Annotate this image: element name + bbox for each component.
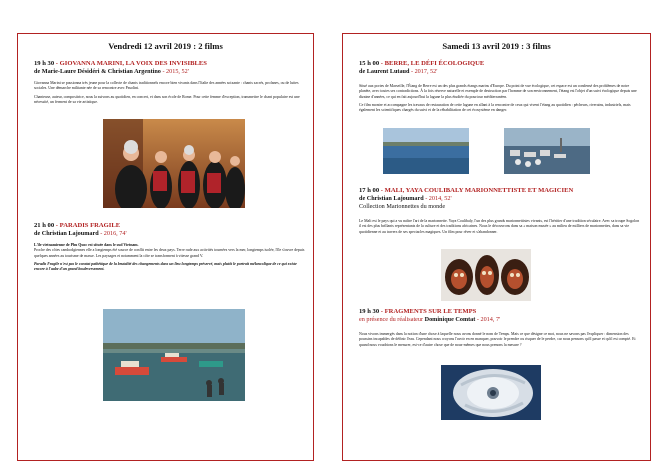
event-description: Nous vivons immergés dans la notion d'une chose à laquelle nous avons donné le nom de Temps. Mais ce que désigne ce mot, nous ne savons pas l'expliquer : dimension des poussins incapables de définir l'eau. Cependant nous croyons l'avoir en en manquer, pouvoir le prendre ou risquer de le perdre, car nous pensons qu'il passe et qu'il est compté. Et quand nous voudrions le mesurer, est-ce d'autre chose que de nous-mêmes que nous prenons la mesure ?	[359, 332, 636, 347]
event-byline: de Laurent Lutaud	[359, 68, 410, 75]
event-byline: de Christian Lajoumard	[34, 230, 99, 237]
event-title: MALI, YAYA COULIBALY MARIONNETTISTE ET MAGICIEN	[384, 187, 574, 194]
event-title: PARADIS FRAGILE	[59, 222, 121, 229]
friday-program-page	[17, 33, 314, 461]
event-byline: de Marie-Laure Désidéri & Christian Argentino	[34, 68, 161, 75]
hurricane-photo	[441, 365, 541, 420]
saturday-program-page	[342, 33, 651, 461]
choir-photo	[103, 119, 245, 208]
event-title: BERRE, LE DÉFI ÉCOLOGIQUE	[384, 60, 485, 67]
event-title: FRAGMENTS SUR LE TEMPS	[384, 308, 477, 315]
event-collection: Collection Marionnettes du monde	[359, 203, 446, 210]
event-time: 17 h 00	[359, 187, 380, 194]
harbor-photo	[103, 309, 245, 401]
saturday-day-heading: Samedi 13 avril 2019 : 3 films	[442, 41, 551, 51]
friday-day-heading: Vendredi 12 avril 2019 : 2 films	[108, 41, 223, 51]
event-meta: - 2014, 52'	[423, 195, 452, 202]
event-giovanna-marini: 19 h 30 - GIOVANNA MARINI, LA VOIX DES INVISIBLES de Marie-Laure Désidéri & Christian Argentino - 2015, 52' Giovanna Marini se passionna très jeune pour la collecte de chants traditionnels encore bien vivants dans l'Italie des années soixante : chants sacrés, profanes, ou de luttes sociales. Une démarche militante née de sa rencontre avec Pasolini. Chanteuse, auteur, compositrice, nous la suivons au quotidien, en concert, et dans son école de Rome. Pour cette femme d'exception, transmettre le chant populaire est une nécessité, un ferment de sa vie artistique.	[18, 60, 313, 105]
event-title: GIOVANNA MARINI, LA VOIX DES INVISIBLES	[59, 60, 207, 67]
event-byline: de Christian Lajoumard	[359, 195, 424, 202]
event-time: 15 h 00	[359, 60, 380, 67]
event-director: Dominique Comtat	[424, 316, 476, 323]
event-time: 19 h 30	[359, 308, 380, 315]
puppets-photo	[441, 249, 531, 301]
event-time: 19 h 30	[34, 60, 55, 67]
event-berre: 15 h 00 - BERRE, LE DÉFI ÉCOLOGIQUE de Laurent Lutaud - 2017, 52' Situé aux portes de Marseille, l'Étang de Berre est un des plus grands étangs marins d'Europe. Du point de vue écologique, cet espace est un condensé des problèmes de notre planète, avec toutes ses contradictions. À la fois réserve naturelle et exemple de destruction par l'homme de son environnement, l'étang est l'objet d'un suivi écologique depuis une dizaine d'années, ce qui en fait aujourd'hui la lagune la plus étudiée du pourtour méditerranéen. Ce film montre et accompagne les travaux de restauration de cette lagune en allant à la rencontre de ceux qui vivent l'étang au quotidien : pêcheurs, riverains, industriels, mais également les scientifiques chargés du suivi et de la réhabilitation de cet écosystème en danger.	[343, 60, 650, 113]
event-description: Le Mali est le pays qui a vu naître l'art de la marionnette. Yaya Coulibaly, l'un des plus grands marionnettistes vivants, est l'héritier d'une tradition séculaire. Avec sa troupe Sogolon il est des plus brillants représentants de la culture et des traditions africaines. Nous le découvrons dans sa « maison musée » au milieu de milliers de marionnettes, dans sa vie quotidienne et au travers de ses spectacles magiques. Un film pour rêver et s'abandonner.	[359, 219, 640, 234]
event-description: Giovanna Marini se passionna très jeune pour la collecte de chants traditionnels encore bien vivants dans l'Italie des années soixante : chants sacrés, profanes, ou de luttes sociales. Une démarche militante née de sa rencontre avec Pasolini. Chanteuse, auteur, compositrice, nous la suivons au quotidien, en concert, et dans son école de Rome. Pour cette femme d'exception, transmettre le chant populaire est une nécessité, un ferment de sa vie artistique.	[34, 81, 300, 104]
event-presence: en présence du réalisateur	[359, 316, 425, 323]
event-meta: - 2015, 52'	[160, 68, 189, 75]
event-meta: - 2014, 7'	[475, 316, 501, 323]
event-description: L'île vietnamienne de Phu Quoc est située dans le sud Vietnam. Proche des côtes cambodgiennes elle a longtemps été source de conflit entre les deux pays. Terre rude aux activités tournées vers la mer, longtemps isolée, l'île s'ouvre depuis quelques années au tourisme de masse. Les paysages et notamment la côte se transforment à vitesse grand V. Paradis Fragile n'est pas le constat pathétique de la brutalité des changements dans un lieu longtemps préservé, mais plutôt le portrait mélancolique de ce qui existe encore à l'aube d'un grand bouleversement.	[34, 243, 305, 272]
event-time: 21 h 00	[34, 222, 55, 229]
event-fragments-sur-le-temps: 19 h 30 - FRAGMENTS SUR LE TEMPS en présence du réalisateur Dominique Comtat - 2014, 7' Nous vivons immergés dans la notion d'une chose à laquelle nous avons donné le nom de Temps. Mais ce que désigne ce mot, nous ne savons pas l'expliquer : dimension des poussins incapables de définir l'eau. Cependant nous croyons l'avoir en en manquer, pouvoir le prendre ou risquer de le perdre, car nous pensons qu'il passe et qu'il est compté. Et quand nous voudrions le mesurer, est-ce d'autre chose que de nous-mêmes que nous prenons la mesure ?	[343, 308, 652, 351]
event-paradis-fragile: 21 h 00 - PARADIS FRAGILE de Christian Lajoumard - 2016, 74' L'île vietnamienne de Phu Quoc est située dans le sud Vietnam. Proche des côtes cambodgiennes elle a longtemps été source de conflit entre les deux pays. Terre rude aux activités tournées vers la mer, longtemps isolée, l'île s'ouvre depuis quelques années au tourisme de masse. Les paysages et notamment la côte se transforment à vitesse grand V. Paradis Fragile n'est pas le constat pathétique de la brutalité des changements dans un lieu longtemps préservé, mais plutôt le portrait mélancolique de ce qui existe encore à l'aube d'un grand bouleversement.	[34, 222, 305, 272]
event-meta: - 2017, 52'	[409, 68, 438, 75]
industrial-site-photo	[504, 128, 590, 174]
lagoon-photo	[383, 128, 469, 174]
event-mali-yaya-coulibaly: 17 h 00 - MALI, YAYA COULIBALY MARIONNETTISTE ET MAGICIEN de Christian Lajoumard - 2014, 52' Collection Marionnettes du monde Le Mali est le pays qui a vu naître l'art de la marionnette. Yaya Coulibaly, l'un des plus grands marionnettistes vivants, est l'héritier d'une tradition séculaire. Avec sa troupe Sogolon il est des plus brillants représentants de la culture et des traditions africaines. Nous le découvrons dans sa « maison musée » au milieu de milliers de marionnettes, dans sa vie quotidienne et au travers de ses spectacles magiques. Un film pour rêver et s'abandonner.	[343, 187, 652, 238]
event-description: Situé aux portes de Marseille, l'Étang de Berre est un des plus grands étangs marins d'Europe. Du point de vue écologique, cet espace est un condensé des problèmes de notre planète, avec toutes ses contradictions. À la fois réserve naturelle et exemple de destruction par l'homme de son environnement, l'étang est l'objet d'un suivi écologique depuis une dizaine d'années, ce qui en fait aujourd'hui la lagune la plus étudiée du pourtour méditerranéen. Ce film montre et accompagne les travaux de restauration de cette lagune en allant à la rencontre de ceux qui vivent l'étang au quotidien : pêcheurs, riverains, industriels, mais également les scientifiques chargés du suivi et de la réhabilitation de cet écosystème en danger.	[359, 84, 637, 113]
event-meta: - 2016, 74'	[98, 230, 127, 237]
